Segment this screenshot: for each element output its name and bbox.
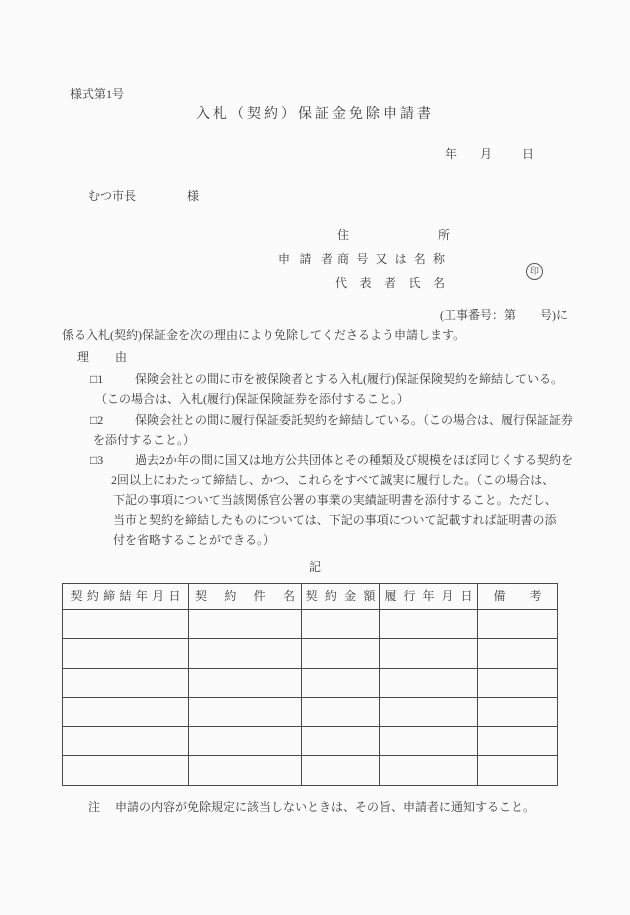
reason-heading: 理 由	[77, 350, 127, 364]
table-cell	[302, 727, 380, 756]
reason-item-1	[90, 371, 563, 387]
table-cell	[63, 610, 189, 639]
reason-2-checkbox: □2	[90, 413, 104, 427]
request-line: 係る入札(契約)保証金を次の理由により免除してくださるよう申請します。	[62, 328, 466, 342]
record-table-wrapper	[62, 583, 558, 786]
table-cell	[63, 668, 189, 697]
table-row	[63, 639, 558, 668]
table-cell	[302, 639, 380, 668]
table-cell	[302, 756, 380, 785]
representative-label: 代 表 者 氏 名	[335, 276, 445, 290]
document-title: 入札（契約）保証金免除申請書	[196, 107, 434, 122]
reason-3-text-line-2: 2回以上にわたって締結し、かつ、これらをすべて誠実に履行した。（この場合は、	[111, 473, 555, 487]
addressee-line	[88, 188, 199, 204]
applicant-label: 申 請 者	[278, 252, 333, 266]
reason-3-text-line-4: 当市と契約を締結したものについては、下記の事項について記載すれば証明書の添	[113, 513, 557, 527]
table-row	[63, 610, 558, 639]
reason-item-2	[90, 412, 573, 428]
header-row	[63, 584, 558, 610]
table-cell	[189, 756, 302, 785]
column-header-contract-title: 契 約 件 名	[189, 584, 302, 610]
addressee-honorific: 様	[187, 189, 200, 203]
table-cell	[380, 668, 478, 697]
table-cell	[63, 727, 189, 756]
table-cell	[478, 668, 558, 697]
year-label: 年	[445, 147, 458, 161]
table-cell	[189, 639, 302, 668]
date-line	[445, 146, 534, 162]
note-label: 注	[88, 800, 101, 814]
table-cell	[380, 756, 478, 785]
reason-3-checkbox: □3	[90, 453, 104, 467]
column-header-contract-amount: 契 約 金 額	[302, 584, 380, 610]
table-cell	[380, 697, 478, 726]
representative-line	[335, 275, 445, 291]
column-header-contract-date: 契 約 締 結 年 月 日	[63, 584, 189, 610]
reason-1-text-line-2: （この場合は、入札(履行)保証保険証券を添付すること。）	[95, 392, 409, 406]
seal-label: 印	[529, 266, 539, 276]
table-cell	[478, 756, 558, 785]
table-cell	[380, 610, 478, 639]
table-cell	[189, 610, 302, 639]
table-row	[63, 756, 558, 785]
note-text: 申請の内容が免除規定に該当しないときは、その旨、申請者に通知すること。	[115, 800, 536, 814]
table-cell	[63, 639, 189, 668]
record-heading: 記	[308, 560, 321, 574]
project-number-line: (工事番号：第 号)に	[440, 308, 568, 322]
reason-1-text: 保険会社との間に市を被保険者とする入札(履行)保証保険契約を締結している。	[135, 372, 563, 386]
column-header-remarks: 備 考	[478, 584, 558, 610]
table-row	[63, 668, 558, 697]
address-label: 住 所	[337, 228, 450, 242]
company-name-label: 商 号 又 は 名 称	[337, 252, 445, 266]
note-line	[88, 799, 535, 815]
seal-stamp	[526, 263, 543, 280]
table-cell	[478, 697, 558, 726]
reason-2-text: 保険会社との間に履行保証委託契約を締結している。（この場合は、履行保証証券	[135, 413, 574, 427]
table-cell	[189, 668, 302, 697]
table-cell	[380, 727, 478, 756]
table-cell	[189, 727, 302, 756]
table-cell	[478, 610, 558, 639]
month-label: 月	[480, 147, 493, 161]
table-cell	[302, 668, 380, 697]
table-cell	[302, 697, 380, 726]
table-cell	[302, 610, 380, 639]
table-cell	[189, 697, 302, 726]
form-number: 様式第1号	[70, 87, 125, 101]
table-cell	[380, 639, 478, 668]
address-line	[337, 227, 450, 243]
applicant-line	[278, 251, 445, 267]
reason-3-text: 過去2か年の間に国又は地方公共団体とその種類及び規模をほぼ同じくする契約を	[135, 453, 574, 467]
table-row	[63, 697, 558, 726]
table-cell	[478, 639, 558, 668]
record-table	[62, 583, 558, 786]
reason-2-text-line-2: を添付すること。）	[93, 433, 196, 447]
reason-item-3	[90, 452, 573, 468]
table-cell	[63, 756, 189, 785]
reason-1-checkbox: □1	[90, 372, 104, 386]
reason-3-text-line-3: 下記の事項について当該関係官公署の事業の実績証明書を添付すること。ただし、	[113, 493, 557, 507]
addressee-name: むつ市長	[88, 189, 137, 203]
reason-3-text-line-5: 付を省略することができる。）	[113, 533, 276, 547]
table-row	[63, 727, 558, 756]
column-header-performance-date: 履 行 年 月 日	[380, 584, 478, 610]
table-cell	[63, 697, 189, 726]
day-label: 日	[522, 147, 535, 161]
table-cell	[478, 727, 558, 756]
